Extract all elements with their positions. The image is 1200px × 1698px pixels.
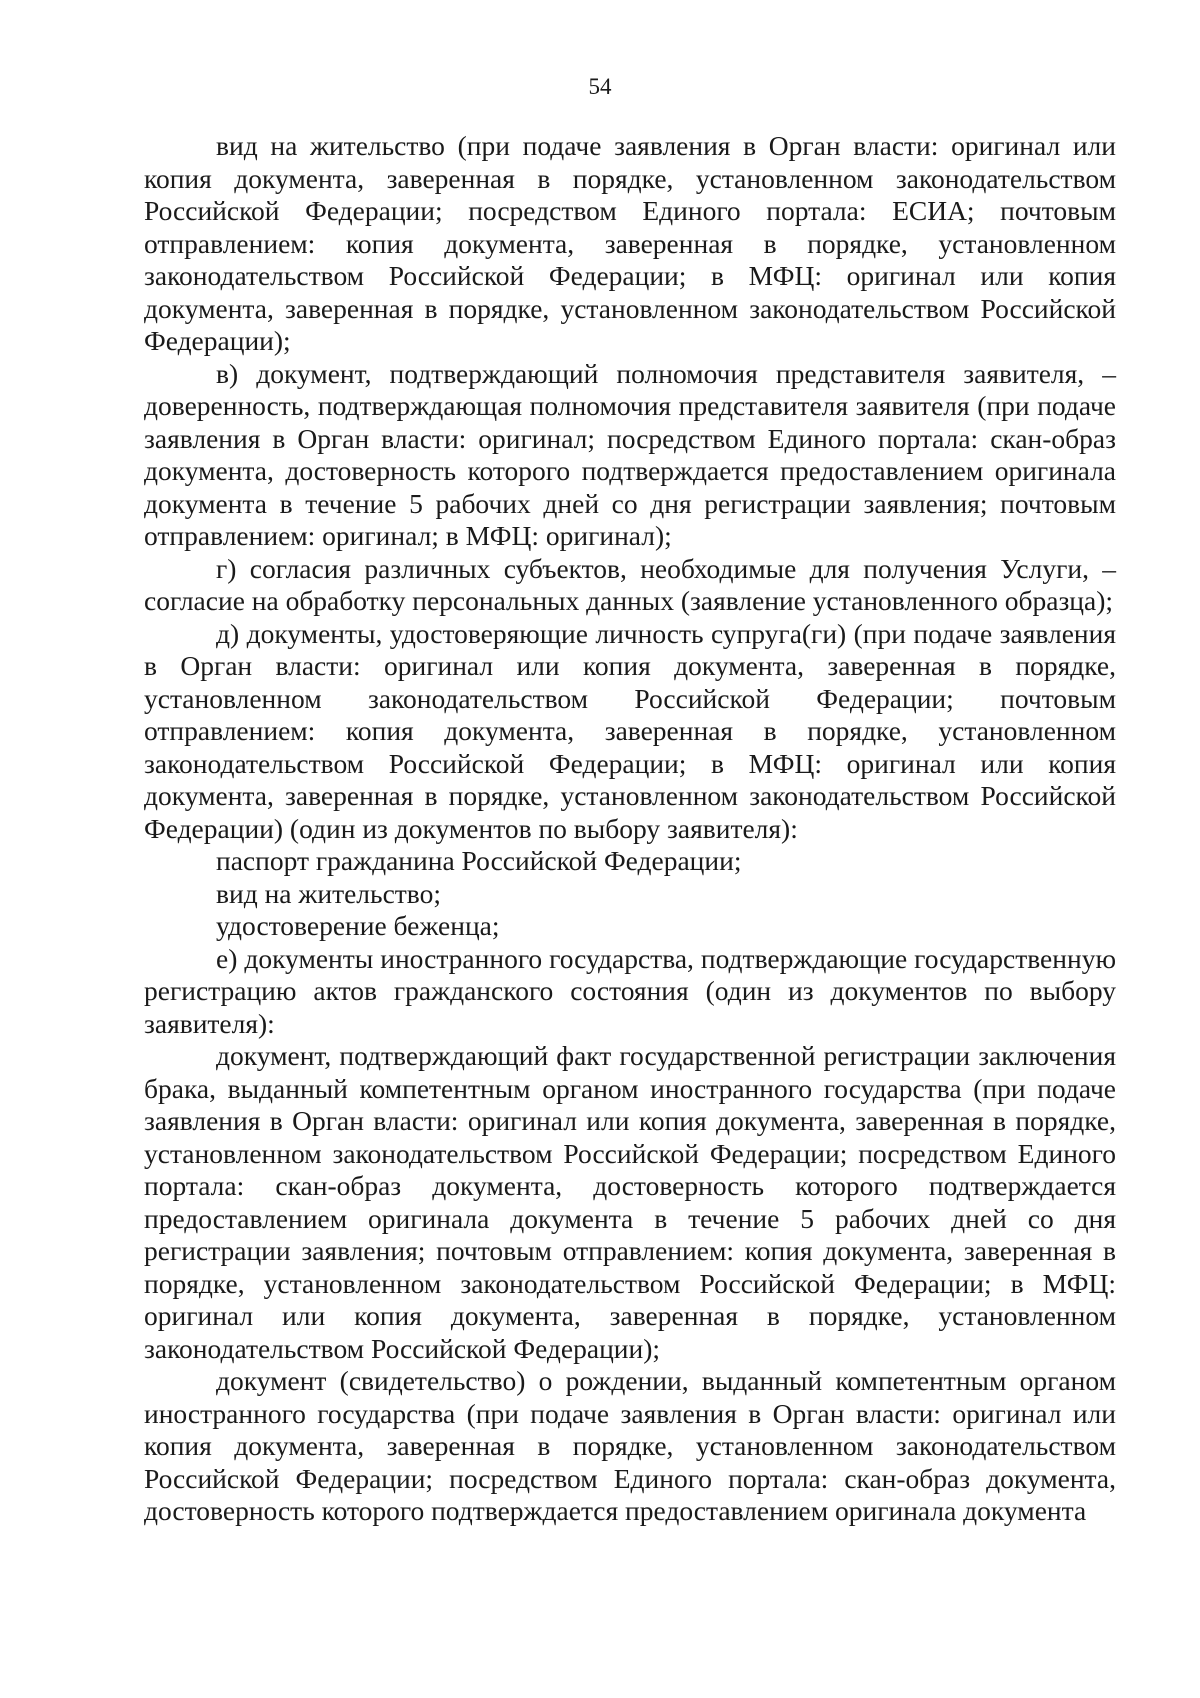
paragraph-item-d-spouse-identity: д) документы, удостоверяющие личность супруга(ги) (при подаче заявления в Орган власти: оригинал или копия документа, заверенная в порядке, установленном законодательством Российской Федерации; почтовым отправлением: копия документа, заверенная в порядке, установленном законодательством Российской Федерации; в МФЦ: оригинал или копия документа, заверенная в порядке, установленном законодательством Российской Федерации) (один из документов по выбору заявителя): [144, 617, 1116, 844]
paragraph-item-e-foreign-documents: е) документы иностранного государства, подтверждающие государственную регистрацию актов гражданского состояния (один из документов по выбору заявителя): [144, 942, 1116, 1039]
list-item-refugee-certificate: удостоверение беженца; [216, 910, 500, 941]
paragraph-item-v-power-of-attorney: в) документ, подтверждающий полномочия представителя заявителя, – доверенность, подтверждающая полномочия представителя заявителя (при подаче заявления в Орган власти: оригинал; посредством Единого портала: скан-образ документа, достоверность которого подтверждается предоставлением оригинала документа в течение 5 рабочих дней со дня регистрации заявления; почтовым отправлением: оригинал; в МФЦ: оригинал); [144, 357, 1116, 551]
paragraph-residence-permit: вид на жительство (при подаче заявления в Орган власти: оригинал или копия документа, заверенная в порядке, установленном законодательством Российской Федерации; посредством Единого портала: ЕСИА; почтовым отправлением: копия документа, заверенная в порядке, установленном законодательством Российской Федерации; в МФЦ: оригинал или копия документа, заверенная в порядке, установленном законодательством Российской Федерации); [144, 130, 1116, 356]
document-body [144, 130, 1116, 1528]
list-item-residence-permit: вид на жительство; [216, 877, 441, 909]
paragraph-item-g-consents: г) согласия различных субъектов, необходимые для получения Услуги, – согласие на обработку персональных данных (заявление установленного образца); [144, 552, 1116, 616]
list-item-passport: паспорт гражданина Российской Федерации; [216, 845, 742, 876]
paragraph-marriage-document: документ, подтверждающий факт государственной регистрации заключения брака, выданный компетентным органом иностранного государства (при подаче заявления в Орган власти: оригинал или копия документа, заверенная в порядке, установленном законодательством Российской Федерации; посредством Единого портала: скан-образ документа, достоверность которого подтверждается предоставлением оригинала документа в течение 5 рабочих дней со дня регистрации заявления; почтовым отправлением: копия документа, заверенная в порядке, установленном законодательством Российской Федерации; в МФЦ: оригинал или копия документа, заверенная в порядке, установленном законодательством Российской Федерации); [144, 1040, 1116, 1364]
paragraph-birth-certificate: документ (свидетельство) о рождении, выданный компетентным органом иностранного государства (при подаче заявления в Орган власти: оригинал или копия документа, заверенная в порядке, установленном законодательством Российской Федерации; посредством Единого портала: скан-образ документа, достоверность которого подтверждается предоставлением оригинала документа [144, 1365, 1116, 1526]
page-number: 54 [588, 74, 612, 99]
